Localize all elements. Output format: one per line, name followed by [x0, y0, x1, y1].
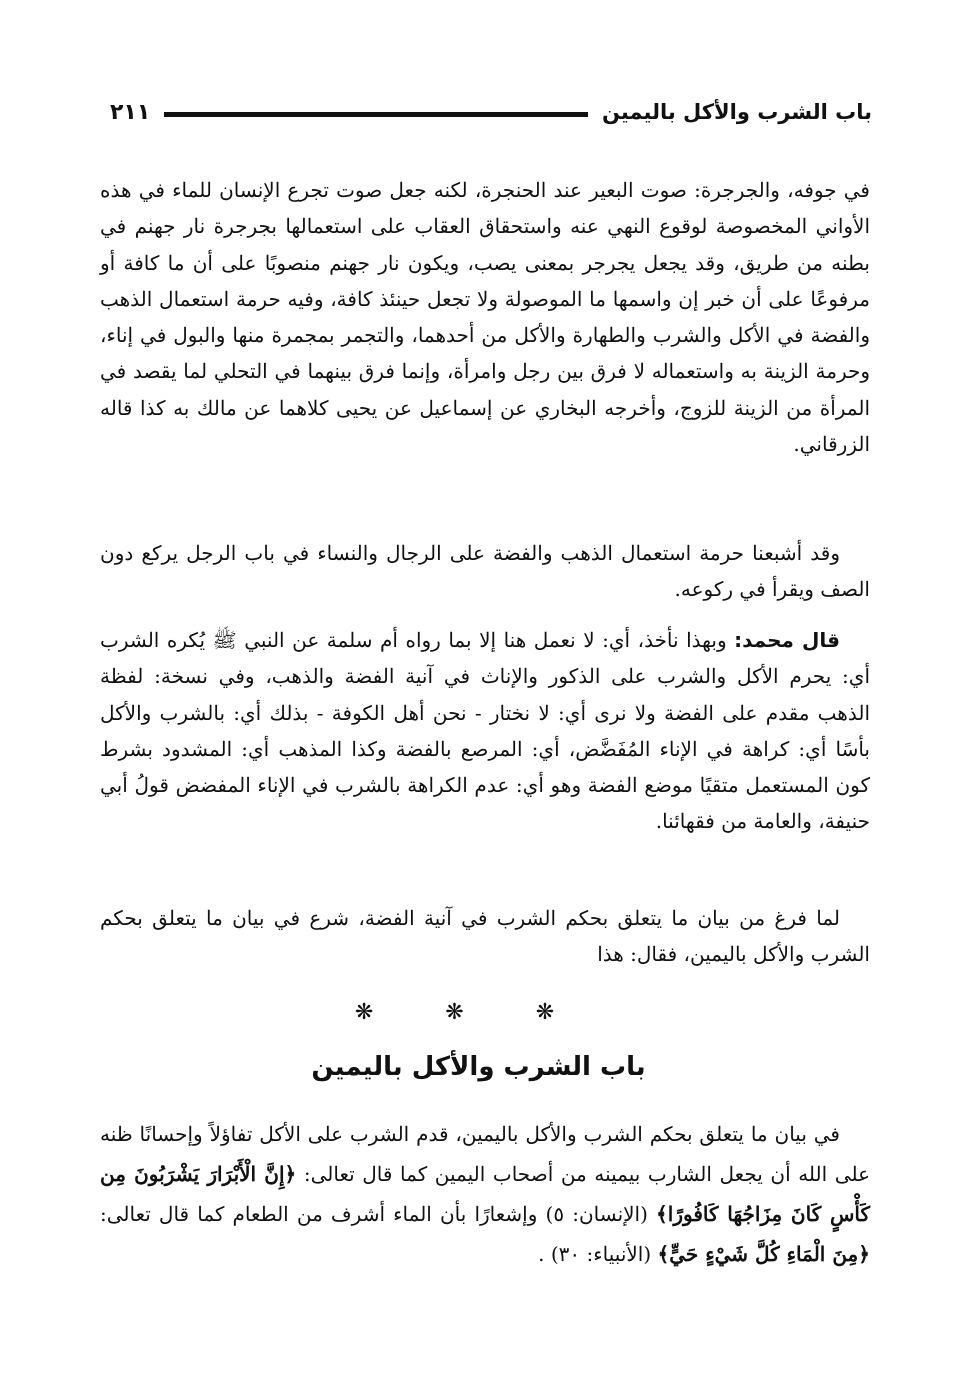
asterism-icon: ❋ — [354, 1000, 422, 1025]
paragraph-text: لما فرغ من بيان ما يتعلق بحكم الشرب في آنية الفضة، شرع في بيان ما يتعلق بحكم الشرب والأكل باليمين، فقال: هذا — [100, 906, 870, 967]
intro-text: وإشعارًا بأن الماء أشرف من الطعام كما قال تعالى: — [100, 1202, 538, 1226]
running-title: باب الشرب والأكل باليمين — [601, 100, 872, 124]
intro-text: في بيان ما يتعلق بحكم الشرب والأكل باليمين، قدم الشرب على الأكل تفاؤلاً وإحسانًا ظنه على الله أن يجعل الشارب بيمينه من أصحاب اليمين كما قال تعالى: — [100, 1122, 871, 1186]
paragraph-text: وقد أشبعنا حرمة استعمال الذهب والفضة على الرجال والنساء في باب الرجل يركع دون الصف ويقرأ في ركوعه. — [100, 541, 870, 602]
page-number: ٢١١ — [110, 99, 151, 125]
commentary-paragraph-3 — [100, 622, 870, 840]
paragraph-text — [100, 1114, 870, 1274]
end-mark: . — [538, 1242, 545, 1266]
chapter-heading: باب الشرب والأكل باليمين — [311, 1052, 646, 1082]
asterism-icon: ❋ — [445, 1000, 512, 1025]
chapter-intro-paragraph — [100, 1114, 870, 1274]
asterism-icon: ❋ — [535, 1000, 603, 1025]
commentary-paragraph-2 — [100, 535, 870, 608]
page-header — [110, 90, 872, 134]
header-rule — [164, 112, 588, 117]
verse-reference: (الإنسان: ٥) — [545, 1202, 648, 1226]
paragraph-text: في جوفه، والجرجرة: صوت البعير عند الحنجرة، لكنه جعل صوت تجرع الإنسان للماء في هذه الأواني المخصوصة لوقوع النهي عنه واستحقاق العقاب على استعمالها بجرجرة نار جهنم في بطنه من طريق، وقد يجعل يجرجر بمعنى يصب، ويكون نار جهنم منصوبًا على أن ما كافة أو مرفوعًا على أن خبر إن واسمها ما الموصولة ولا تجعل حينئذ كافة، وفيه حرمة استعمال الذهب والفضة في الأكل والشرب والطهارة والأكل من أحدهما، والتجمر بمجمرة منها والبول في إناء، وحرمة الزينة به واستعماله لا فرق بين رجل وامرأة، وإنما فرق بينهما في التحلي لما يقصد في المرأة من الزينة للزوج، وأخرجه البخاري عن إسماعيل عن يحيى كلاهما عن مالك به كذا قاله الزرقاني. — [100, 178, 870, 457]
paragraph-body: وبهذا نأخذ، أي: لا نعمل هنا إلا بما رواه أم سلمة عن النبي ﷺ يُكره الشرب أي: يحرم الأكل والشرب على الذكور والإناث في آنية الفضة والذهب، وفي نسخة: لفظة الذهب مقدم على الفضة ولا نرى أي: لا نختار - نحن أهل الكوفة - بذلك أي: بالشرب والأكل بأسًا أي: كراهة في الإناء المُفَضَّض، أي: المرصع بالفضة وكذا المذهب أي: المشدود بشرط كون المستعمل متقيًا موضع الفضة وهو أي: عدم الكراهة بالشرب في الإناء المفضض قولُ أبي حنيفة، والعامة من فقهائنا. — [100, 628, 870, 834]
speaker-label: قال محمد: — [734, 628, 841, 652]
quran-verse: ﴿إِنَّ الْأَبْرَارَ يَشْرَبُونَ مِن كَأْسٍ كَانَ مِزَاجُهَا كَافُورًا﴾ — [100, 1162, 870, 1226]
section-divider — [0, 1000, 957, 1025]
commentary-paragraph-1 — [100, 172, 870, 462]
quran-verse: ﴿مِنَ الْمَاءِ كُلَّ شَيْءٍ حَيٍّ﴾ — [657, 1242, 870, 1266]
commentary-paragraph-4 — [100, 900, 870, 973]
verse-reference: (الأنبياء: ٣٠) — [550, 1242, 652, 1266]
paragraph-text — [100, 622, 870, 840]
